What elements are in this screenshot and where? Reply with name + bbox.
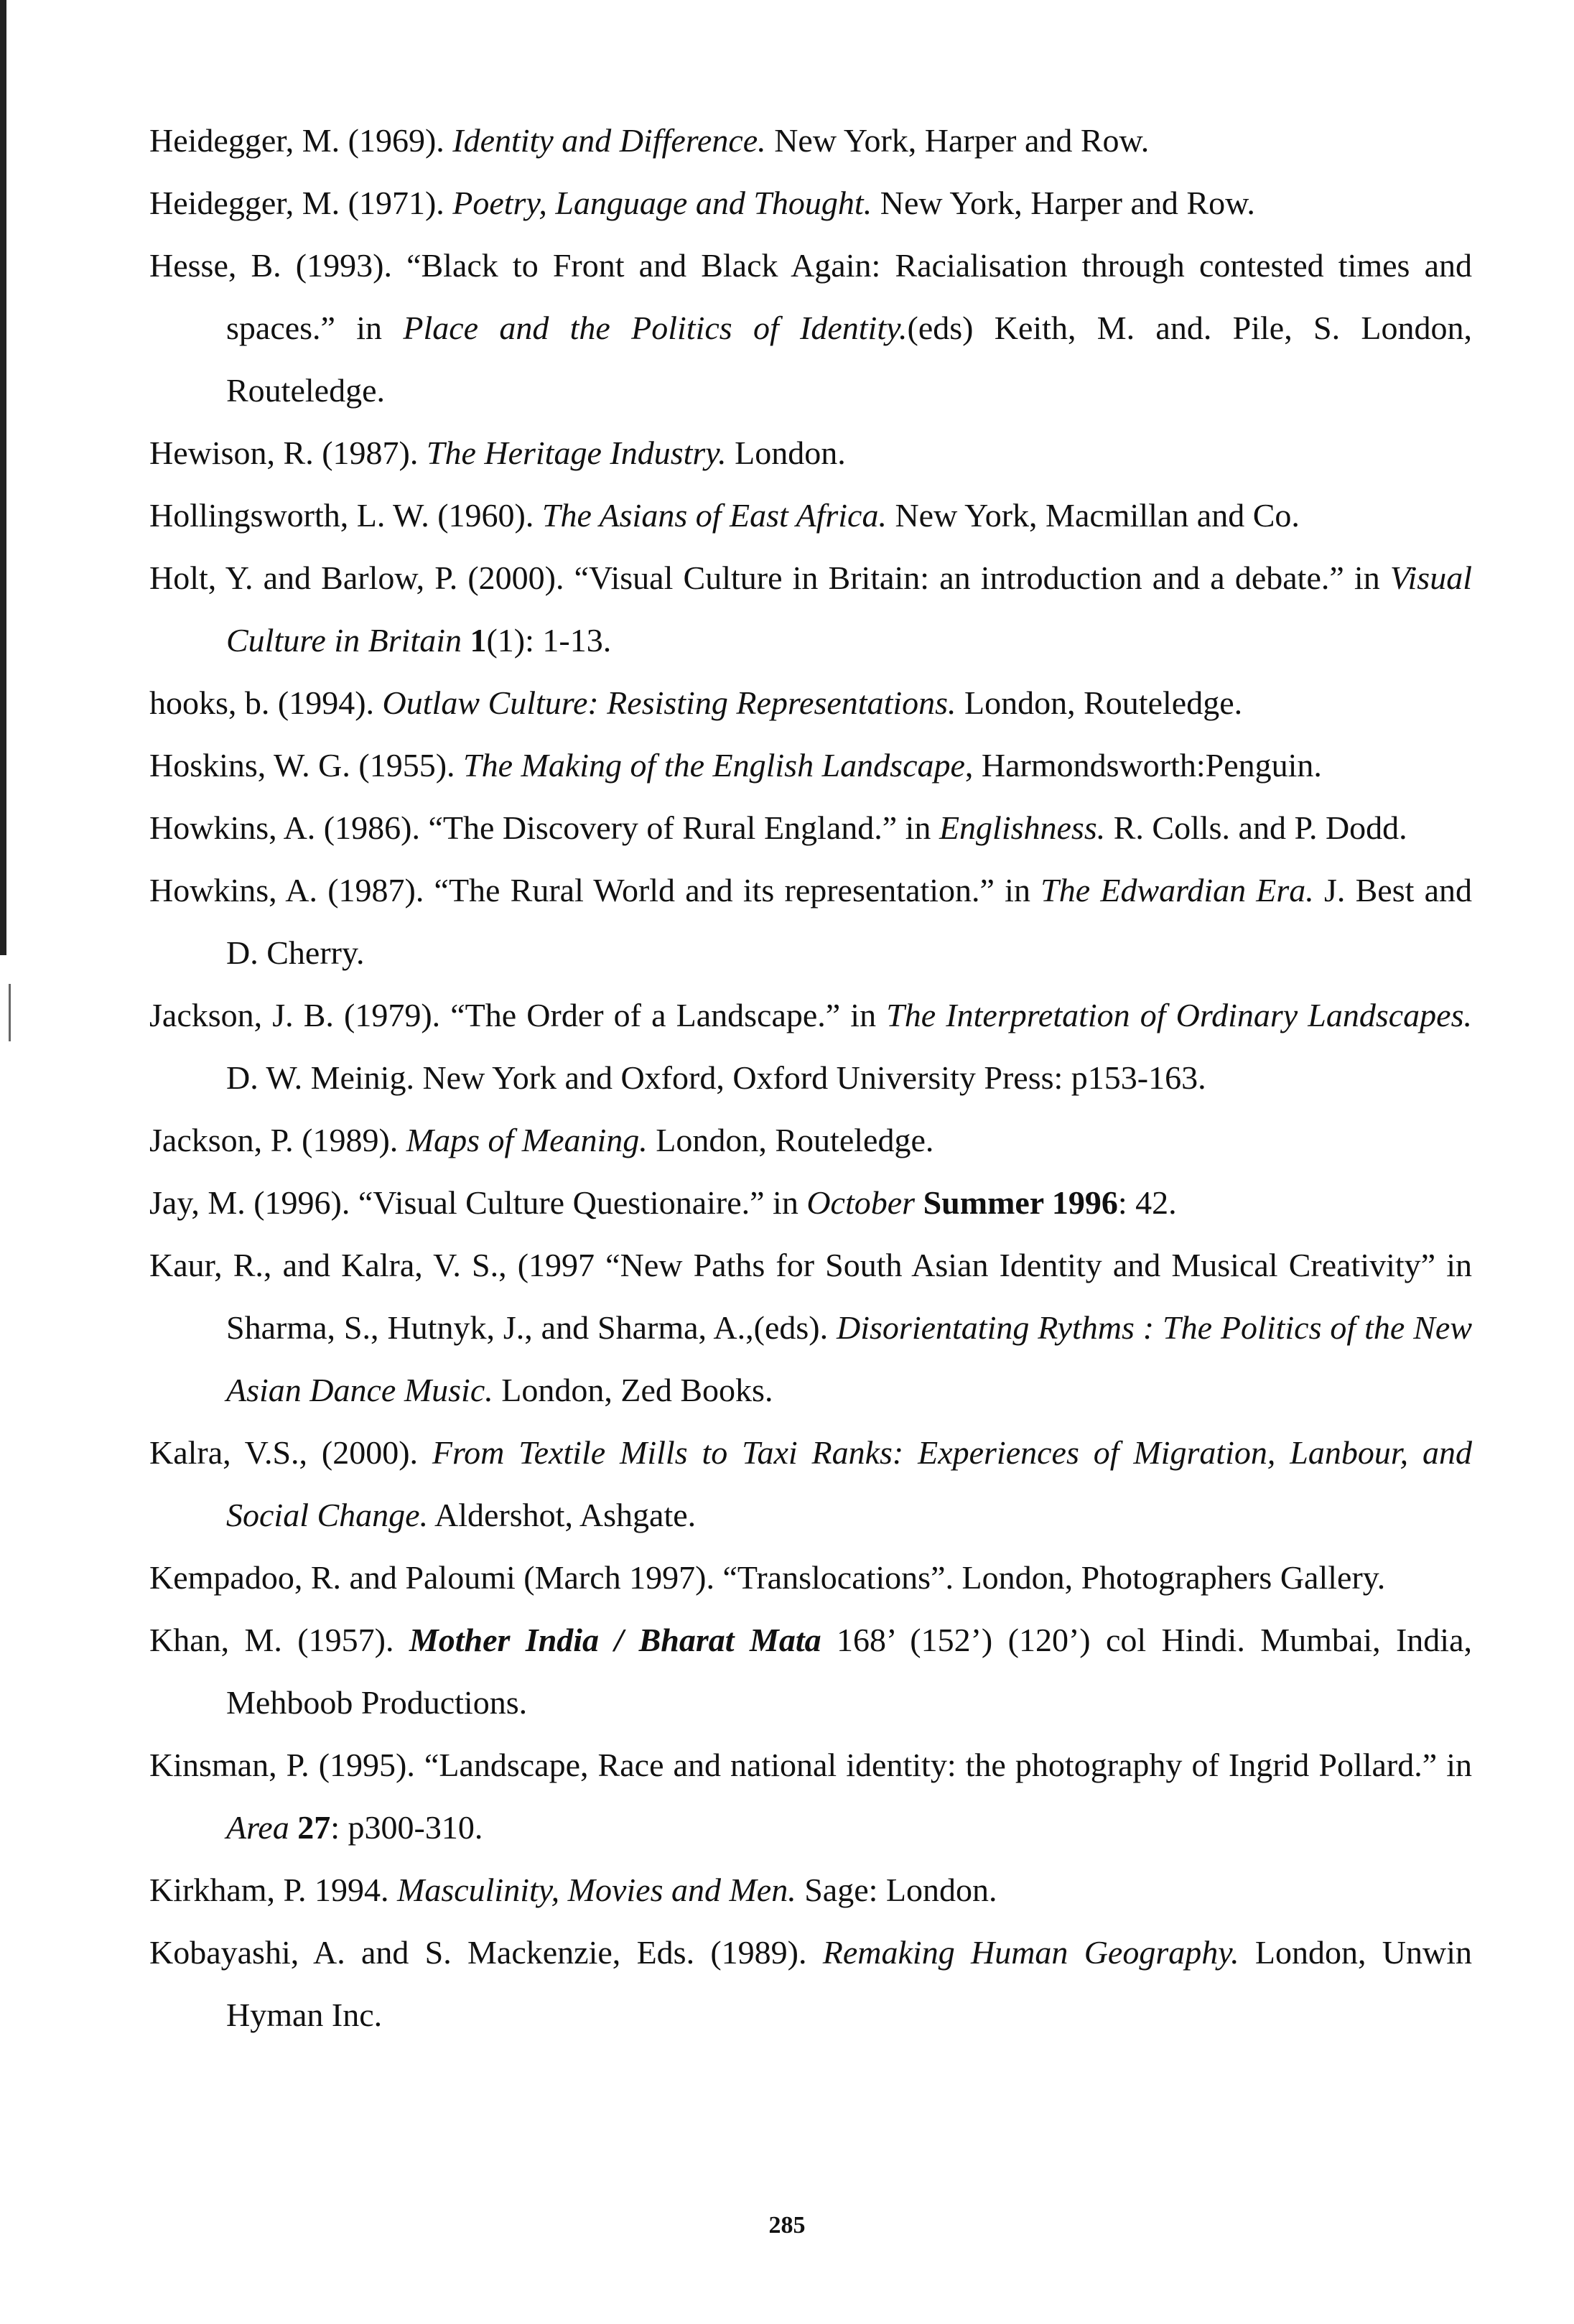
- italic-title: Mother India / Bharat Mata: [409, 1622, 821, 1658]
- reference-text: Kobayashi, A. and S. Mackenzie, Eds. (1989).: [149, 1934, 823, 1971]
- italic-title: Remaking Human Geography.: [822, 1934, 1239, 1971]
- reference-text: London, Unwin Hyman Inc.: [226, 1934, 1472, 2033]
- reference-text: Howkins, A. (1986). “The Discovery of Rural England.” in: [149, 809, 939, 846]
- bold-text: Summer 1996: [923, 1184, 1118, 1221]
- reference-text: Kaur, R., and Kalra, V. S., (1997 “New Paths for South Asian Identity and Musical Creativity” in Sharma, S., Hutnyk, J., and Sharma, A.,(eds).: [149, 1247, 1472, 1346]
- italic-title: The Making of the English Landscape: [463, 747, 965, 784]
- reference-text: New York, Harper and Row.: [872, 185, 1255, 221]
- italic-title: The Edwardian Era.: [1040, 872, 1314, 908]
- reference-text: Howkins, A. (1987). “The Rural World and its representation.” in: [149, 872, 1041, 908]
- italic-title: Outlaw Culture: Resisting Representations.: [382, 684, 956, 721]
- scan-edge: [0, 0, 6, 955]
- reference-text: Kalra, V.S., (2000).: [149, 1434, 432, 1471]
- italic-title: Maps of Meaning.: [406, 1122, 648, 1158]
- reference-entry: [149, 984, 1472, 1109]
- reference-text: London, Zed Books.: [493, 1372, 773, 1408]
- reference-entry: [149, 1546, 1472, 1609]
- reference-text: D. W. Meinig. New York and Oxford, Oxford University Press: p153-163.: [226, 1059, 1206, 1096]
- italic-title: Visual Culture in Britain: [226, 559, 1472, 659]
- reference-text: (1): 1-13.: [486, 622, 612, 659]
- italic-title: Area: [226, 1809, 289, 1846]
- reference-text: New York, Harper and Row.: [765, 122, 1150, 159]
- reference-text: Jay, M. (1996). “Visual Culture Questionaire.” in: [149, 1184, 807, 1221]
- reference-entry: [149, 422, 1472, 484]
- reference-list: [149, 109, 1472, 2046]
- reference-text: Hoskins, W. G. (1955).: [149, 747, 464, 784]
- reference-entry: [149, 1609, 1472, 1734]
- italic-title: Masculinity, Movies and Men.: [397, 1872, 796, 1908]
- reference-text: Heidegger, M. (1969).: [149, 122, 453, 159]
- reference-entry: [149, 547, 1472, 671]
- reference-text: Holt, Y. and Barlow, P. (2000). “Visual Culture in Britain: an introduction and a debate.” in: [149, 559, 1390, 596]
- reference-text: J. Best and D. Cherry.: [226, 872, 1472, 971]
- reference-text: 168’ (152’) (120’) col Hindi. Mumbai, India, Mehboob Productions.: [226, 1622, 1472, 1721]
- reference-text: Jackson, P. (1989).: [149, 1122, 406, 1158]
- italic-title: The Heritage Industry.: [426, 434, 727, 471]
- reference-text: Heidegger, M. (1971).: [149, 185, 453, 221]
- reference-entry: [149, 859, 1472, 984]
- reference-entry: [149, 671, 1472, 734]
- reference-text: : p300-310.: [330, 1809, 483, 1846]
- italic-title: Identity and Difference.: [452, 122, 766, 159]
- reference-text: hooks, b. (1994).: [149, 684, 383, 721]
- reference-text: Hewison, R. (1987).: [149, 434, 427, 471]
- reference-entry: [149, 109, 1472, 172]
- reference-text: London, Routeledge.: [647, 1122, 934, 1158]
- page-number: 285: [768, 2212, 806, 2239]
- reference-text: Hollingsworth, L. W. (1960).: [149, 497, 542, 534]
- reference-text: [462, 622, 470, 659]
- italic-title: The Interpretation of Ordinary Landscapes.: [886, 997, 1472, 1033]
- reference-text: Hesse, B. (1993). “Black to Front and Black Again: Racialisation through contested times and spaces.” in: [149, 247, 1472, 346]
- reference-text: [289, 1809, 298, 1846]
- reference-text: New York, Macmillan and Co.: [886, 497, 1300, 534]
- reference-text: R. Colls. and P. Dodd.: [1105, 809, 1407, 846]
- reference-text: [915, 1184, 923, 1221]
- italic-title: October: [806, 1184, 916, 1221]
- italic-title: Englishness.: [939, 809, 1106, 846]
- bold-text: 1: [470, 622, 487, 659]
- reference-text: Jackson, J. B. (1979). “The Order of a Landscape.” in: [149, 997, 887, 1033]
- scan-edge-mark: [9, 984, 11, 1041]
- reference-text: : 42.: [1117, 1184, 1177, 1221]
- reference-text: (eds) Keith, M. and. Pile, S. London, Routeledge.: [226, 310, 1472, 409]
- reference-entry: [149, 1421, 1472, 1546]
- reference-text: London, Routeledge.: [956, 684, 1243, 721]
- reference-text: Kinsman, P. (1995). “Landscape, Race and national identity: the photography of Ingrid Pollard.” in: [149, 1747, 1472, 1783]
- reference-entry: [149, 1734, 1472, 1859]
- reference-text: , Harmondsworth:Penguin.: [964, 747, 1322, 784]
- reference-entry: [149, 1109, 1472, 1171]
- bold-text: 27: [297, 1809, 331, 1846]
- reference-entry: [149, 796, 1472, 859]
- reference-entry: [149, 234, 1472, 422]
- reference-text: Kirkham, P. 1994.: [149, 1872, 397, 1908]
- reference-entry: [149, 1171, 1472, 1234]
- reference-text: London.: [726, 434, 846, 471]
- italic-title: Place and the Politics of Identity.: [403, 310, 908, 346]
- italic-title: From Textile Mills to Taxi Ranks: Experiences of Migration, Lanbour, and Social Change.: [226, 1434, 1472, 1533]
- reference-entry: [149, 484, 1472, 547]
- italic-title: Disorientating Rythms : The Politics of the New Asian Dance Music.: [226, 1309, 1472, 1408]
- reference-text: Kempadoo, R. and Paloumi (March 1997). “Translocations”. London, Photographers Gallery.: [149, 1559, 1386, 1596]
- reference-entry: [149, 734, 1472, 796]
- reference-entry: [149, 1859, 1472, 1921]
- reference-text: Sage: London.: [796, 1872, 997, 1908]
- reference-entry: [149, 1921, 1472, 2046]
- italic-title: Poetry, Language and Thought.: [452, 185, 872, 221]
- reference-text: Aldershot, Ashgate.: [428, 1497, 697, 1533]
- reference-entry: [149, 172, 1472, 234]
- italic-title: The Asians of East Africa.: [541, 497, 887, 534]
- reference-entry: [149, 1234, 1472, 1421]
- reference-text: Khan, M. (1957).: [149, 1622, 409, 1658]
